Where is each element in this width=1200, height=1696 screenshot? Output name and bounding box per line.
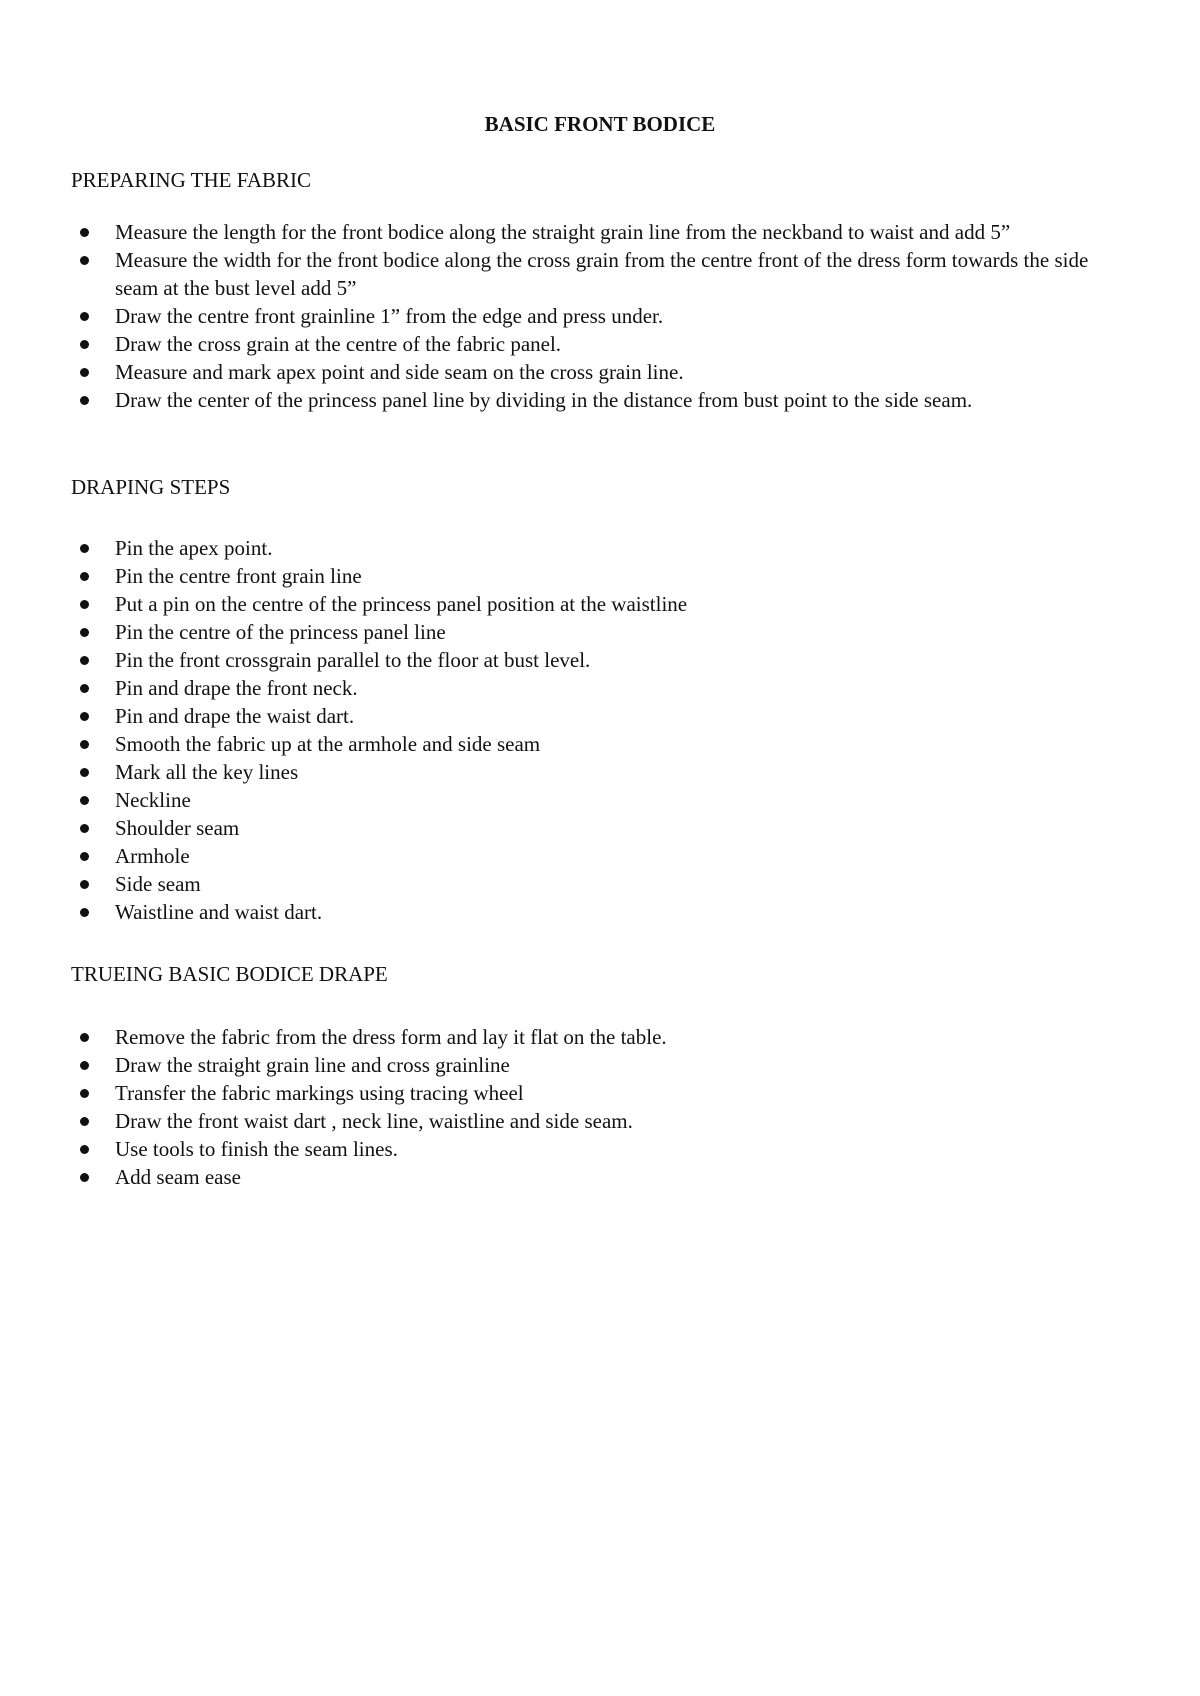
list-item-text: Measure the length for the front bodice along the straight grain line from the neckband to waist and add 5” xyxy=(115,220,1011,244)
list-item-text: Smooth the fabric up at the armhole and side seam xyxy=(115,732,541,756)
list-item-text: Armhole xyxy=(115,844,190,868)
list-item-text: Shoulder seam xyxy=(115,816,240,840)
list-item-text: Pin the front crossgrain parallel to the floor at bust level. xyxy=(115,648,591,672)
list-item xyxy=(71,842,1131,870)
list-item-text: Waistline and waist dart. xyxy=(115,900,323,924)
list-item xyxy=(71,646,1131,674)
list-item xyxy=(71,1051,1131,1079)
list-item xyxy=(71,1079,1131,1107)
list-item xyxy=(71,246,1131,302)
bullet-icon xyxy=(80,1089,89,1098)
bullet-icon xyxy=(80,852,89,861)
section-heading-trueing-drape: TRUEING BASIC BODICE DRAPE xyxy=(71,962,388,986)
bullet-icon xyxy=(80,824,89,833)
list-item xyxy=(71,1107,1131,1135)
bullet-icon xyxy=(80,228,89,237)
list-item xyxy=(71,786,1131,814)
bullet-icon xyxy=(80,572,89,581)
bullet-icon xyxy=(80,1117,89,1126)
list-item-text: Remove the fabric from the dress form and lay it flat on the table. xyxy=(115,1025,667,1049)
bullet-icon xyxy=(80,544,89,553)
list-item xyxy=(71,386,1131,414)
bullet-icon xyxy=(80,1033,89,1042)
bullet-icon xyxy=(80,684,89,693)
bullet-icon xyxy=(80,312,89,321)
list-item-text: Use tools to finish the seam lines. xyxy=(115,1137,398,1161)
list-item xyxy=(71,674,1131,702)
list-item xyxy=(71,1023,1131,1051)
list-item-text: Mark all the key lines xyxy=(115,760,299,784)
bullet-icon xyxy=(80,1061,89,1070)
bullet-icon xyxy=(80,1145,89,1154)
bullet-icon xyxy=(80,908,89,917)
document-title: BASIC FRONT BODICE xyxy=(484,112,716,136)
list-item-text: Side seam xyxy=(115,872,201,896)
list-item-text: Transfer the fabric markings using tracing wheel xyxy=(115,1081,524,1105)
list-item-text: Draw the centre front grainline 1” from the edge and press under. xyxy=(115,304,664,328)
list-item xyxy=(71,814,1131,842)
list-item-text: Neckline xyxy=(115,788,191,812)
bullet-icon xyxy=(80,340,89,349)
section-heading-preparing-fabric: PREPARING THE FABRIC xyxy=(71,168,312,192)
list-item xyxy=(71,702,1131,730)
trueing-drape-list xyxy=(71,1023,1131,1191)
bullet-icon xyxy=(80,796,89,805)
bullet-icon xyxy=(80,740,89,749)
bullet-icon xyxy=(80,712,89,721)
list-item xyxy=(71,330,1131,358)
list-item xyxy=(71,218,1131,246)
preparing-fabric-list xyxy=(71,218,1131,414)
list-item xyxy=(71,618,1131,646)
bullet-icon xyxy=(80,368,89,377)
list-item xyxy=(71,758,1131,786)
list-item xyxy=(71,1135,1131,1163)
list-item xyxy=(71,358,1131,386)
list-item-text: Measure and mark apex point and side seam on the cross grain line. xyxy=(115,360,684,384)
list-item xyxy=(71,898,1131,926)
list-item xyxy=(71,562,1131,590)
list-item-text: Draw the front waist dart , neck line, waistline and side seam. xyxy=(115,1109,633,1133)
list-item-text: Pin the apex point. xyxy=(115,536,273,560)
list-item-text: Draw the straight grain line and cross grainline xyxy=(115,1053,510,1077)
list-item-text: Pin and drape the waist dart. xyxy=(115,704,355,728)
list-item-text: Pin the centre front grain line xyxy=(115,564,362,588)
bullet-icon xyxy=(80,600,89,609)
bullet-icon xyxy=(80,656,89,665)
list-item xyxy=(71,302,1131,330)
list-item-text: Draw the center of the princess panel line by dividing in the distance from bust point to the side seam. xyxy=(115,388,973,412)
list-item-text: Put a pin on the centre of the princess panel position at the waistline xyxy=(115,592,688,616)
list-item-text: Draw the cross grain at the centre of the fabric panel. xyxy=(115,332,562,356)
list-item-text: Pin the centre of the princess panel line xyxy=(115,620,446,644)
list-item xyxy=(71,1163,1131,1191)
bullet-icon xyxy=(80,1173,89,1182)
list-item-text: Add seam ease xyxy=(115,1165,241,1189)
bullet-icon xyxy=(80,256,89,265)
section-heading-draping-steps: DRAPING STEPS xyxy=(71,475,231,499)
draping-steps-list xyxy=(71,534,1131,926)
list-item-text: Measure the width for the front bodice along the cross grain from the centre front of the dress form towards the side seam at the bust level add 5” xyxy=(115,248,1089,300)
list-item xyxy=(71,590,1131,618)
bullet-icon xyxy=(80,768,89,777)
list-item-text: Pin and drape the front neck. xyxy=(115,676,358,700)
list-item xyxy=(71,870,1131,898)
list-item xyxy=(71,534,1131,562)
bullet-icon xyxy=(80,628,89,637)
list-item xyxy=(71,730,1131,758)
bullet-icon xyxy=(80,880,89,889)
bullet-icon xyxy=(80,396,89,405)
